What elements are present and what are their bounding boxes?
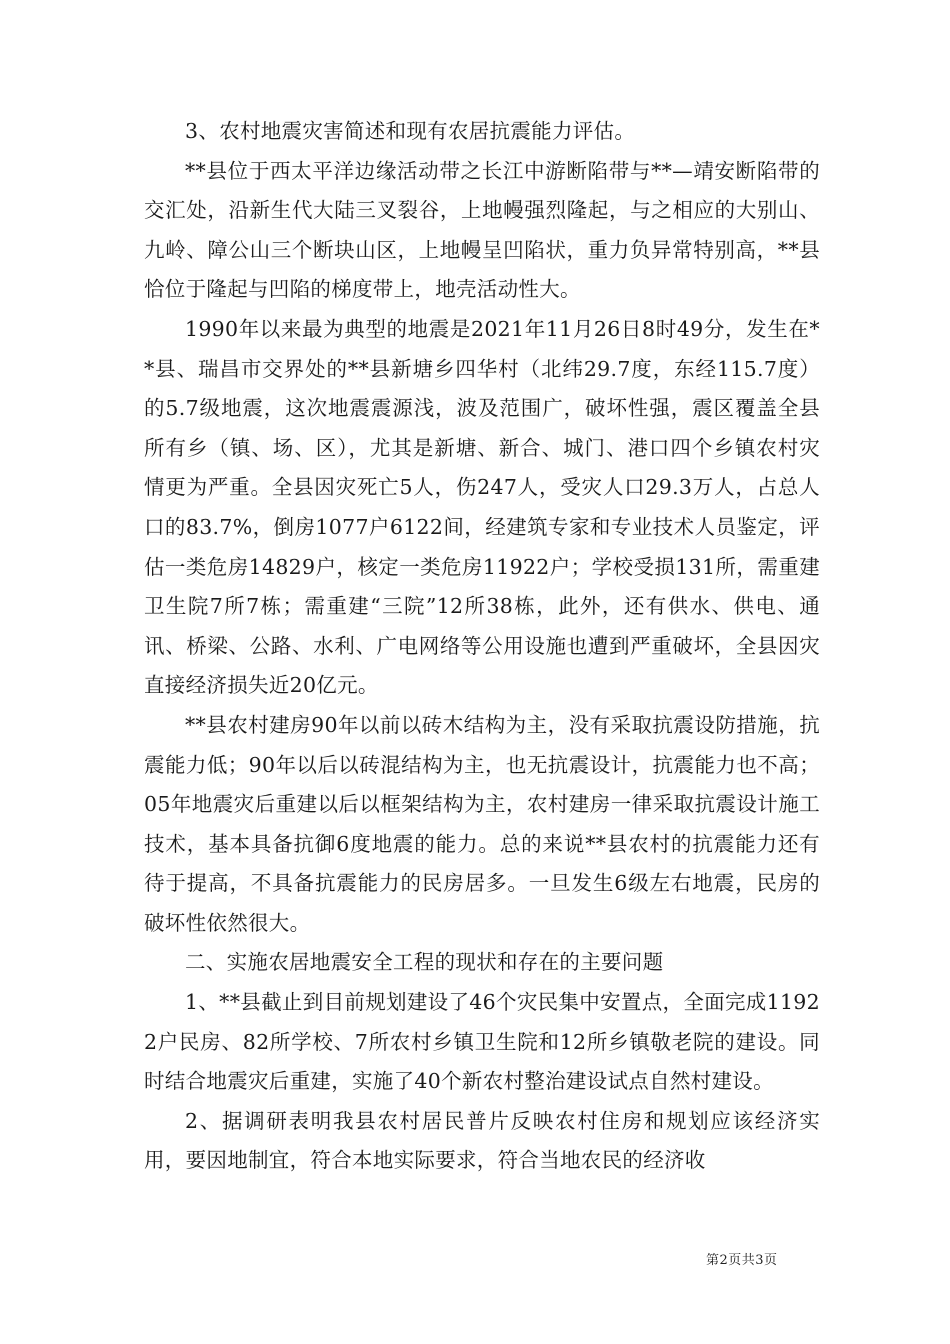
paragraph-geology: **县位于西太平洋边缘活动带之长江中游断陷带与**—靖安断陷带的交汇处，沿新生代大陆三叉裂谷，上地幔强烈隆起，与之相应的大别山、九岭、障公山三个断块山区，上地幔呈凹陷状，重力负异常特别高，**县恰位于隆起与凹陷的梯度带上，地壳活动性大。 [144, 158, 820, 302]
document-body [144, 112, 820, 1181]
paragraph-survey: 2、据调研表明我县农村居民普片反映农村住房和规划应该经济实用，要因地制宜，符合本地实际要求，符合当地农民的经济收 [144, 1108, 820, 1173]
section-heading-earthquake-overview: 3、农村地震灾害简述和现有农居抗震能力评估。 [185, 119, 636, 143]
paragraph-building-resistance: **县农村建房90年以前以砖木结构为主，没有采取抗震设防措施，抗震能力低；90年以后以砖混结构为主，也无抗震设计，抗震能力也不高；05年地震灾后重建以后以框架结构为主，农村建房一律采取抗震设计施工技术，基本具备抗御6度地震的能力。总的来说**县农村的抗震能力还有待于提高，不具备抗震能力的民房居多。一旦发生6级左右地震，民房的破坏性依然很大。 [144, 712, 820, 935]
paragraph-earthquake-event: 1990年以来最为典型的地震是2021年11月26日8时49分，发生在**县、瑞昌市交界处的**县新塘乡四华村（北纬29.7度，东经115.7度）的5.7级地震，这次地震震源浅，波及范围广，破坏性强，震区覆盖全县所有乡（镇、场、区），尤其是新塘、新合、城门、港口四个乡镇农村灾情更为严重。全县因灾死亡5人，伤247人，受灾人口29.3万人，占总人口的83.7%，倒房1077户6122间，经建筑专家和专业技术人员鉴定，评估一类危房14829户，核定一类危房11922户；学校受损131所，需重建卫生院7所7栋；需重建“三院”12所38栋，此外，还有供水、供电、通讯、桥梁、公路、水利、广电网络等公用设施也遭到严重破坏，全县因灾直接经济损失近20亿元。 [144, 316, 820, 698]
section-heading-status-problems: 二、实施农居地震安全工程的现状和存在的主要问题 [185, 950, 664, 975]
page-number: 第2页共3页 [706, 1253, 778, 1268]
paragraph-resettlement: 1、**县截止到目前规划建设了46个灾民集中安置点，全面完成11922户民房、82所学校、7所农村乡镇卫生院和12所乡镇敬老院的建设。同时结合地震灾后重建，实施了40个新农村整治建设试点自然村建设。 [144, 990, 820, 1094]
